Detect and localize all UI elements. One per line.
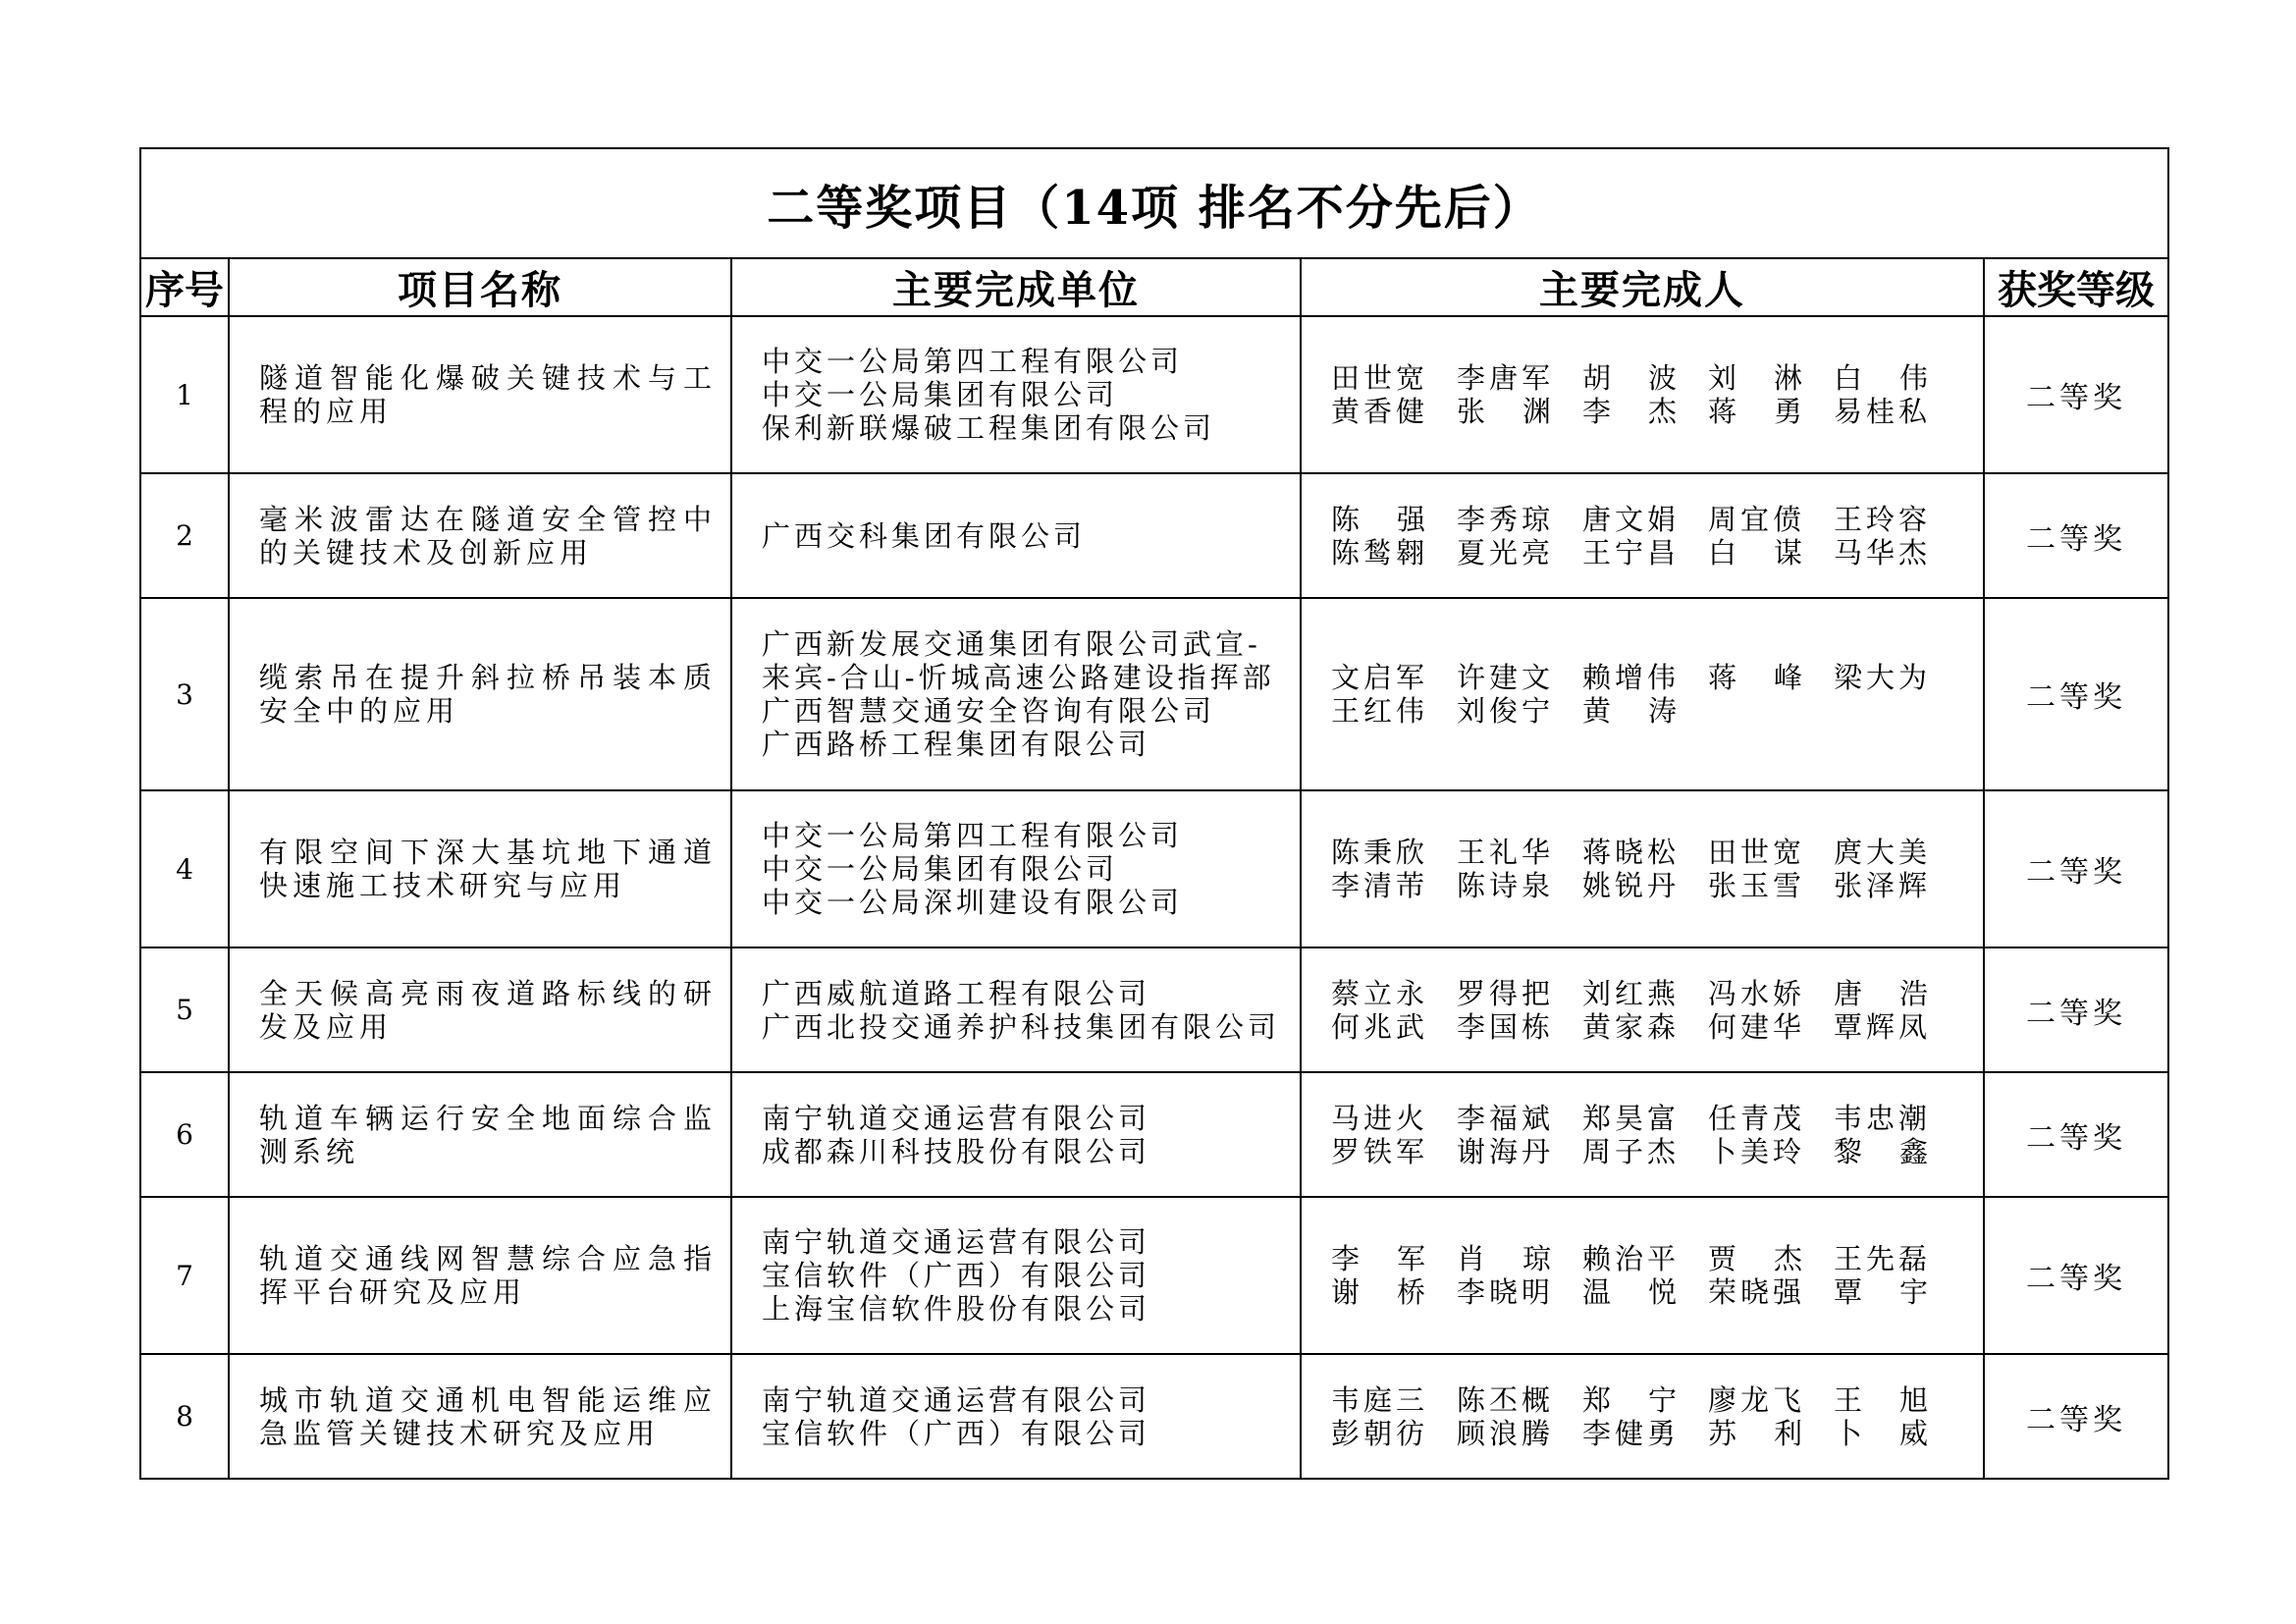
people-line [1331, 1102, 1959, 1135]
person-name: 冯水娇 [1708, 976, 1802, 1010]
people-line [1331, 536, 1959, 569]
header-row [140, 258, 2168, 316]
person-name: 任青茂 [1708, 1101, 1802, 1135]
person-name: 白 伟 [1834, 361, 1928, 395]
unit-line: 上海宝信软件股份有限公司 [762, 1292, 1151, 1326]
person-name: 周子杰 [1582, 1134, 1677, 1168]
person-name: 梁大为 [1834, 661, 1928, 694]
row-number: 2 [140, 473, 229, 598]
person-name: 易桂私 [1834, 395, 1928, 428]
unit-line: 保利新联爆破工程集团有限公司 [762, 411, 1216, 445]
person-name: 王先磊 [1834, 1242, 1928, 1275]
person-name: 李清芾 [1331, 869, 1425, 902]
row-number: 6 [140, 1072, 229, 1197]
completing-people [1301, 790, 1984, 947]
table-row [140, 473, 2168, 598]
person-name: 蒋 峰 [1708, 661, 1802, 694]
person-name: 何兆武 [1331, 1009, 1425, 1044]
person-name: 李 军 [1331, 1242, 1425, 1275]
person-name: 陈 强 [1331, 502, 1425, 536]
award-level: 二等奖 [1984, 598, 2168, 790]
people-line [1331, 1010, 1959, 1044]
project-name: 有限空间下深大基坑地下通道快速施工技术研究与应用 [229, 790, 731, 947]
person-name: 李 杰 [1582, 395, 1677, 428]
completing-units [731, 1197, 1301, 1354]
person-name: 荣晓强 [1708, 1275, 1802, 1309]
person-name: 刘 淋 [1708, 361, 1802, 395]
person-name: 何建华 [1708, 1009, 1802, 1044]
table-row [140, 947, 2168, 1072]
person-name: 罗得把 [1457, 976, 1551, 1010]
completing-people [1301, 316, 1984, 473]
person-name: 陈丕概 [1457, 1382, 1551, 1417]
person-name: 贾 杰 [1708, 1242, 1802, 1275]
person-name: 郑昊富 [1582, 1101, 1677, 1135]
completing-units [731, 1072, 1301, 1197]
person-name: 卜美玲 [1708, 1134, 1802, 1168]
unit-line: 中交一公局集团有限公司 [762, 852, 1119, 886]
person-name: 卜 威 [1834, 1416, 1928, 1450]
person-name: 许建文 [1457, 661, 1551, 694]
person-name: 张玉雪 [1708, 869, 1802, 902]
project-name: 缆索吊在提升斜拉桥吊装本质安全中的应用 [229, 598, 731, 790]
completing-people [1301, 598, 1984, 790]
person-name [1708, 694, 1802, 728]
award-table [139, 147, 2169, 1480]
people-line [1331, 1275, 1959, 1309]
table-row [140, 1197, 2168, 1354]
person-name: 李唐军 [1457, 361, 1551, 395]
award-sheet [139, 147, 2167, 1480]
unit-line: 中交一公局第四工程有限公司 [762, 819, 1184, 852]
person-name: 王礼华 [1457, 836, 1551, 869]
row-number: 5 [140, 947, 229, 1072]
table-row [140, 1354, 2168, 1479]
people-line [1331, 661, 1959, 694]
unit-line: 南宁轨道交通运营有限公司 [762, 1225, 1151, 1259]
unit-line: 成都森川科技股份有限公司 [762, 1134, 1151, 1168]
person-name: 李福斌 [1457, 1101, 1551, 1135]
person-name: 周宜偾 [1708, 502, 1802, 536]
unit-line: 广西威航道路工程有限公司 [762, 976, 1151, 1010]
header-project: 项目名称 [229, 258, 731, 316]
person-name: 谢海丹 [1457, 1134, 1551, 1168]
table-row [140, 598, 2168, 790]
person-name: 李秀琼 [1457, 502, 1551, 536]
person-name: 肖 琼 [1457, 1242, 1551, 1275]
unit-line: 来宾-合山-忻城高速公路建设指挥部 [762, 661, 1275, 694]
person-name: 廖龙飞 [1708, 1382, 1802, 1417]
row-number: 8 [140, 1354, 229, 1479]
people-line [1331, 395, 1959, 428]
person-name: 王红伟 [1331, 694, 1425, 728]
completing-people [1301, 1197, 1984, 1354]
person-name: 陈秉欣 [1331, 836, 1425, 869]
row-number: 7 [140, 1197, 229, 1354]
project-name: 轨道交通线网智慧综合应急指挥平台研究及应用 [229, 1197, 731, 1354]
person-name: 谢 桥 [1331, 1275, 1425, 1309]
unit-line: 广西北投交通养护科技集团有限公司 [762, 1009, 1281, 1044]
person-name: 蔡立永 [1331, 976, 1425, 1010]
person-name: 黄香健 [1331, 395, 1425, 428]
completing-people [1301, 947, 1984, 1072]
person-name: 苏 利 [1708, 1416, 1802, 1450]
person-name: 庹大美 [1834, 836, 1928, 869]
completing-people [1301, 1354, 1984, 1479]
person-name: 覃辉凤 [1834, 1009, 1928, 1044]
person-name: 蒋晓松 [1582, 836, 1677, 869]
unit-line: 广西智慧交通安全咨询有限公司 [762, 694, 1216, 728]
person-name: 王宁昌 [1582, 535, 1677, 569]
header-award: 获奖等级 [1984, 258, 2168, 316]
person-name: 马华杰 [1834, 535, 1928, 569]
person-name: 赖增伟 [1582, 661, 1677, 694]
header-units: 主要完成单位 [731, 258, 1301, 316]
completing-units [731, 1354, 1301, 1479]
person-name: 田世宽 [1331, 361, 1425, 395]
completing-units [731, 598, 1301, 790]
person-name: 张泽辉 [1834, 869, 1928, 902]
person-name: 白 谋 [1708, 535, 1802, 569]
award-level: 二等奖 [1984, 316, 2168, 473]
people-line [1331, 694, 1959, 728]
unit-line: 宝信软件（广西）有限公司 [762, 1416, 1151, 1450]
person-name: 王 旭 [1834, 1382, 1928, 1417]
people-line [1331, 1417, 1959, 1450]
person-name: 姚锐丹 [1582, 869, 1677, 902]
person-name: 韦忠潮 [1834, 1101, 1928, 1135]
person-name: 马进火 [1331, 1101, 1425, 1135]
person-name: 罗铁军 [1331, 1134, 1425, 1168]
table-row [140, 316, 2168, 473]
person-name: 蒋 勇 [1708, 395, 1802, 428]
award-level: 二等奖 [1984, 790, 2168, 947]
project-name: 全天候高亮雨夜道路标线的研发及应用 [229, 947, 731, 1072]
row-number: 3 [140, 598, 229, 790]
person-name: 温 悦 [1582, 1275, 1677, 1309]
completing-people [1301, 1072, 1984, 1197]
completing-units [731, 947, 1301, 1072]
person-name: 夏光亮 [1457, 535, 1551, 569]
unit-line: 宝信软件（广西）有限公司 [762, 1259, 1151, 1292]
person-name: 田世宽 [1708, 836, 1802, 869]
unit-line: 中交一公局深圳建设有限公司 [762, 886, 1184, 919]
project-name: 城市轨道交通机电智能运维应急监管关键技术研究及应用 [229, 1354, 731, 1479]
completing-units [731, 790, 1301, 947]
person-name: 黄 涛 [1582, 694, 1677, 728]
unit-line: 广西新发展交通集团有限公司武宣- [762, 627, 1261, 661]
completing-units [731, 473, 1301, 598]
person-name: 文启军 [1331, 661, 1425, 694]
row-number: 4 [140, 790, 229, 947]
person-name: 刘俊宁 [1457, 694, 1551, 728]
unit-line: 广西交科集团有限公司 [762, 518, 1087, 553]
award-level: 二等奖 [1984, 1354, 2168, 1479]
unit-line: 南宁轨道交通运营有限公司 [762, 1382, 1151, 1417]
person-name: 韦庭三 [1331, 1382, 1425, 1417]
person-name: 陈诗泉 [1457, 869, 1551, 902]
header-num: 序号 [140, 258, 229, 316]
people-line [1331, 1242, 1959, 1275]
person-name: 郑 宁 [1582, 1382, 1677, 1417]
people-line [1331, 1383, 1959, 1417]
person-name: 覃 宇 [1834, 1275, 1928, 1309]
person-name: 陈鹙翱 [1331, 535, 1425, 569]
person-name: 刘红燕 [1582, 976, 1677, 1010]
person-name: 顾浪腾 [1457, 1416, 1551, 1450]
person-name: 彭朝彷 [1331, 1416, 1425, 1450]
award-level: 二等奖 [1984, 947, 2168, 1072]
award-level: 二等奖 [1984, 473, 2168, 598]
unit-line: 广西路桥工程集团有限公司 [762, 728, 1151, 761]
award-level: 二等奖 [1984, 1072, 2168, 1197]
project-name: 毫米波雷达在隧道安全管控中的关键技术及创新应用 [229, 473, 731, 598]
people-line [1331, 836, 1959, 869]
people-line [1331, 503, 1959, 536]
row-number: 1 [140, 316, 229, 473]
header-people: 主要完成人 [1301, 258, 1984, 316]
unit-line: 中交一公局第四工程有限公司 [762, 345, 1184, 378]
project-name: 轨道车辆运行安全地面综合监测系统 [229, 1072, 731, 1197]
people-line [1331, 361, 1959, 395]
completing-units [731, 316, 1301, 473]
person-name: 胡 波 [1582, 361, 1677, 395]
project-name: 隧道智能化爆破关键技术与工程的应用 [229, 316, 731, 473]
people-line [1331, 977, 1959, 1010]
people-line [1331, 869, 1959, 902]
completing-people [1301, 473, 1984, 598]
unit-line: 中交一公局集团有限公司 [762, 378, 1119, 411]
person-name: 王玲容 [1834, 502, 1928, 536]
person-name: 李国栋 [1457, 1009, 1551, 1044]
person-name: 赖治平 [1582, 1242, 1677, 1275]
table-body [140, 316, 2168, 1479]
people-line [1331, 1135, 1959, 1168]
person-name [1834, 694, 1928, 728]
person-name: 黄家森 [1582, 1009, 1677, 1044]
person-name: 唐文娟 [1582, 502, 1677, 536]
table-row [140, 790, 2168, 947]
person-name: 李健勇 [1582, 1416, 1677, 1450]
table-row [140, 1072, 2168, 1197]
table-title: 二等奖项目（14项 排名不分先后） [140, 148, 2168, 258]
person-name: 张 渊 [1457, 395, 1551, 428]
person-name: 黎 鑫 [1834, 1134, 1928, 1168]
unit-line: 南宁轨道交通运营有限公司 [762, 1101, 1151, 1135]
person-name: 李晓明 [1457, 1275, 1551, 1309]
award-level: 二等奖 [1984, 1197, 2168, 1354]
person-name: 唐 浩 [1834, 976, 1928, 1010]
